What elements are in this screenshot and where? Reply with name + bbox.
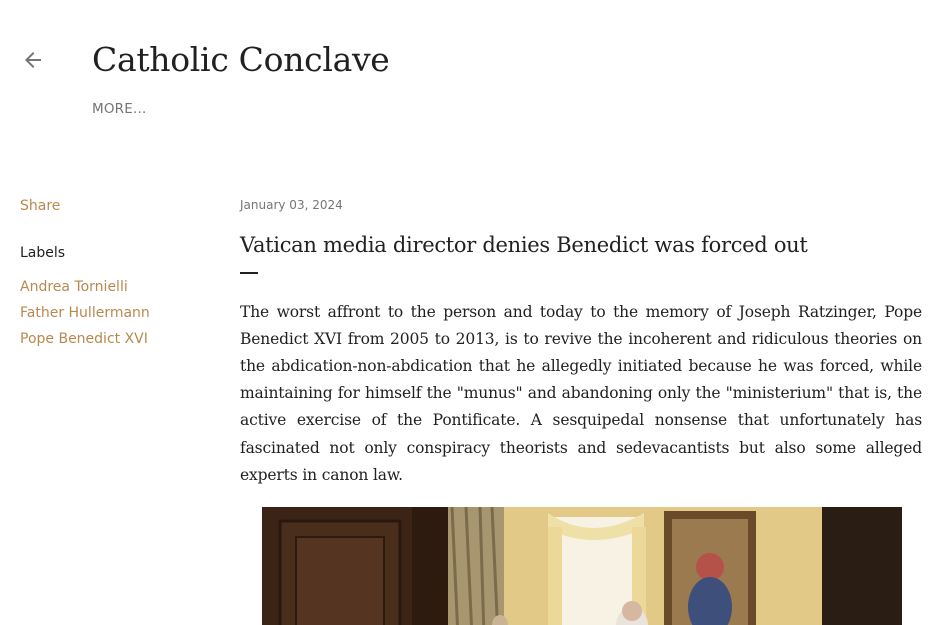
post-title: Vatican media director denies Benedict was forced out (240, 233, 808, 257)
post-photo (262, 507, 902, 625)
more-link[interactable]: MORE... (92, 101, 147, 117)
back-button[interactable] (21, 48, 45, 72)
post-image (262, 507, 902, 625)
post (240, 196, 922, 489)
title-divider (240, 272, 258, 274)
blog-title[interactable]: Catholic Conclave (92, 40, 390, 79)
labels-heading: Labels (20, 245, 66, 261)
label-link-pope-benedict-xvi[interactable]: Pope Benedict XVI (20, 331, 148, 347)
post-body: The worst affront to the person and today to the memory of Joseph Ratzinger, Pope Benedict XVI from 2005 to 2013, is to revive the incoherent and ridiculous theories on the abdication-non-abdication that he allegedly initiated because he was forced, while maintaining for himself the "munus" and abandoning only the "ministerium" that is, the active exercise of the Pontificate. A sesquipedal nonsense that unfortunately has fascinated not only conspiracy theorists and sedevacantists but also some alleged experts in canon law. (240, 302, 922, 484)
post-date: January 03, 2024 (240, 198, 343, 212)
label-link-father-hullermann[interactable]: Father Hullermann (20, 305, 150, 321)
arrow-back-icon (21, 48, 45, 72)
label-link-andrea-tornielli[interactable]: Andrea Tornielli (20, 279, 128, 295)
sidebar (20, 196, 210, 352)
share-link[interactable]: Share (20, 198, 61, 214)
